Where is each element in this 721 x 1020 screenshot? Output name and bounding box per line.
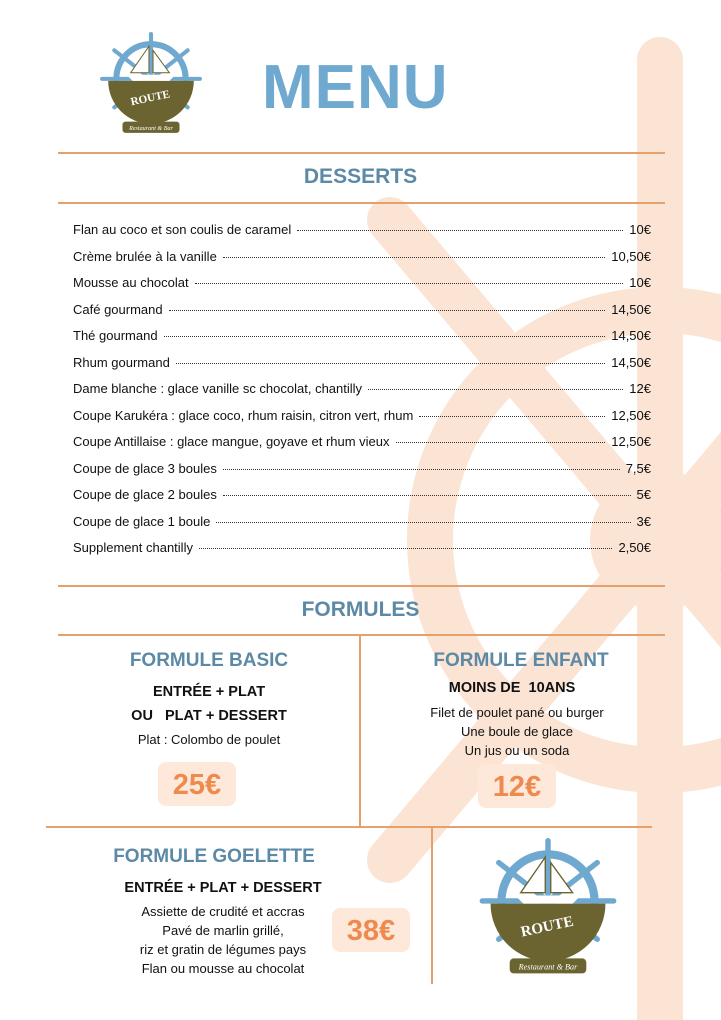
dessert-name: Coupe Karukéra : glace coco, rhum raisin, citron vert, rhum xyxy=(73,407,414,423)
formule-enfant-detail: Filet de poulet pané ou burger xyxy=(430,705,604,720)
dot-leader xyxy=(176,363,605,364)
dessert-name: Supplement chantilly xyxy=(73,540,193,555)
dessert-price: 12€ xyxy=(629,381,651,396)
formule-goelette-detail: Assiette de crudité et accras xyxy=(141,904,305,919)
divider xyxy=(46,826,652,828)
dessert-name: Flan au coco et son coulis de caramel xyxy=(73,222,292,237)
dessert-name: Mousse au chocolat xyxy=(73,275,189,290)
dessert-price: 10,50€ xyxy=(611,248,651,264)
dessert-price: 5€ xyxy=(636,487,651,502)
dessert-row xyxy=(73,461,651,488)
dessert-list xyxy=(73,222,651,567)
formules-heading: FORMULES xyxy=(301,598,420,621)
dessert-price: 14,50€ xyxy=(611,328,651,343)
dessert-price: 10€ xyxy=(629,222,651,237)
dessert-name: Dame blanche : glace vanille sc chocolat, chantilly xyxy=(73,381,363,396)
dessert-row xyxy=(73,408,651,435)
formule-basic-line2: OU PLAT + DESSERT xyxy=(131,708,287,724)
dot-leader xyxy=(297,230,623,231)
dessert-row xyxy=(73,249,651,276)
divider xyxy=(58,152,665,154)
dot-leader xyxy=(223,257,605,258)
dot-leader xyxy=(419,416,605,417)
formule-basic-title: FORMULE BASIC xyxy=(129,650,289,671)
formule-basic-detail: Plat : Colombo de poulet xyxy=(137,732,281,747)
divider xyxy=(431,826,433,984)
dessert-row xyxy=(73,540,651,567)
dot-leader xyxy=(368,389,623,390)
dessert-row xyxy=(73,222,651,249)
dot-leader xyxy=(199,548,612,549)
formule-enfant-price: 12€ xyxy=(478,764,556,808)
formule-basic-price: 25€ xyxy=(158,762,236,806)
dot-leader xyxy=(164,336,606,337)
logo-text: ROUTE xyxy=(129,88,172,109)
dessert-price: 14,50€ xyxy=(611,301,651,317)
restaurant-logo xyxy=(478,838,618,983)
dot-leader xyxy=(169,310,606,311)
dessert-price: 2,50€ xyxy=(618,540,651,555)
logo-tagline: Restaurant & Bar xyxy=(518,962,578,972)
logo-tagline: Restaurant & Bar xyxy=(129,125,173,132)
dessert-row xyxy=(73,275,651,302)
formule-basic-line1: ENTRÉE + PLAT xyxy=(152,684,266,700)
dessert-price: 3€ xyxy=(636,513,651,529)
formule-enfant-title: FORMULE ENFANT xyxy=(433,650,609,671)
dessert-name: Crème brulée à la vanille xyxy=(73,248,217,264)
dessert-name: Rhum gourmand xyxy=(73,354,170,370)
divider xyxy=(359,634,361,827)
formule-enfant-line1: MOINS DE 10ANS xyxy=(448,680,576,696)
dessert-price: 12,50€ xyxy=(611,434,651,449)
page-title: MENU xyxy=(262,53,449,122)
dessert-row xyxy=(73,434,651,461)
dessert-price: 12,50€ xyxy=(611,407,651,423)
dessert-name: Café gourmand xyxy=(73,301,163,317)
divider xyxy=(58,634,665,636)
dot-leader xyxy=(223,469,620,470)
dot-leader xyxy=(216,522,630,523)
formule-goelette-detail: riz et gratin de légumes pays xyxy=(139,942,307,957)
logo-text: ROUTE xyxy=(519,913,575,941)
divider xyxy=(58,585,665,587)
divider xyxy=(58,202,665,204)
dessert-name: Coupe de glace 2 boules xyxy=(73,487,217,502)
desserts-heading: DESSERTS xyxy=(303,165,418,188)
formule-goelette-price: 38€ xyxy=(332,908,410,952)
dessert-row xyxy=(73,302,651,329)
dessert-name: Coupe de glace 1 boule xyxy=(73,513,211,529)
dessert-name: Thé gourmand xyxy=(73,328,158,343)
dessert-price: 14,50€ xyxy=(611,354,651,370)
dessert-row xyxy=(73,487,651,514)
dessert-row xyxy=(73,355,651,382)
formule-goelette-line1: ENTRÉE + PLAT + DESSERT xyxy=(124,880,322,896)
formule-goelette-detail: Flan ou mousse au chocolat xyxy=(141,961,305,976)
dessert-row xyxy=(73,328,651,355)
dessert-price: 10€ xyxy=(629,275,651,290)
dot-leader xyxy=(396,442,606,443)
dessert-row xyxy=(73,381,651,408)
formule-goelette-title: FORMULE GOELETTE xyxy=(113,846,315,867)
formule-goelette-detail: Pavé de marlin grillé, xyxy=(162,923,284,938)
dessert-row xyxy=(73,514,651,541)
formule-enfant-detail: Une boule de glace xyxy=(460,724,574,739)
dot-leader xyxy=(195,283,624,284)
dot-leader xyxy=(223,495,631,496)
formule-enfant-detail: Un jus ou un soda xyxy=(464,743,570,758)
restaurant-logo xyxy=(100,32,202,140)
dessert-name: Coupe Antillaise : glace mangue, goyave et rhum vieux xyxy=(73,434,390,449)
dessert-price: 7,5€ xyxy=(625,460,651,476)
dessert-name: Coupe de glace 3 boules xyxy=(73,460,217,476)
